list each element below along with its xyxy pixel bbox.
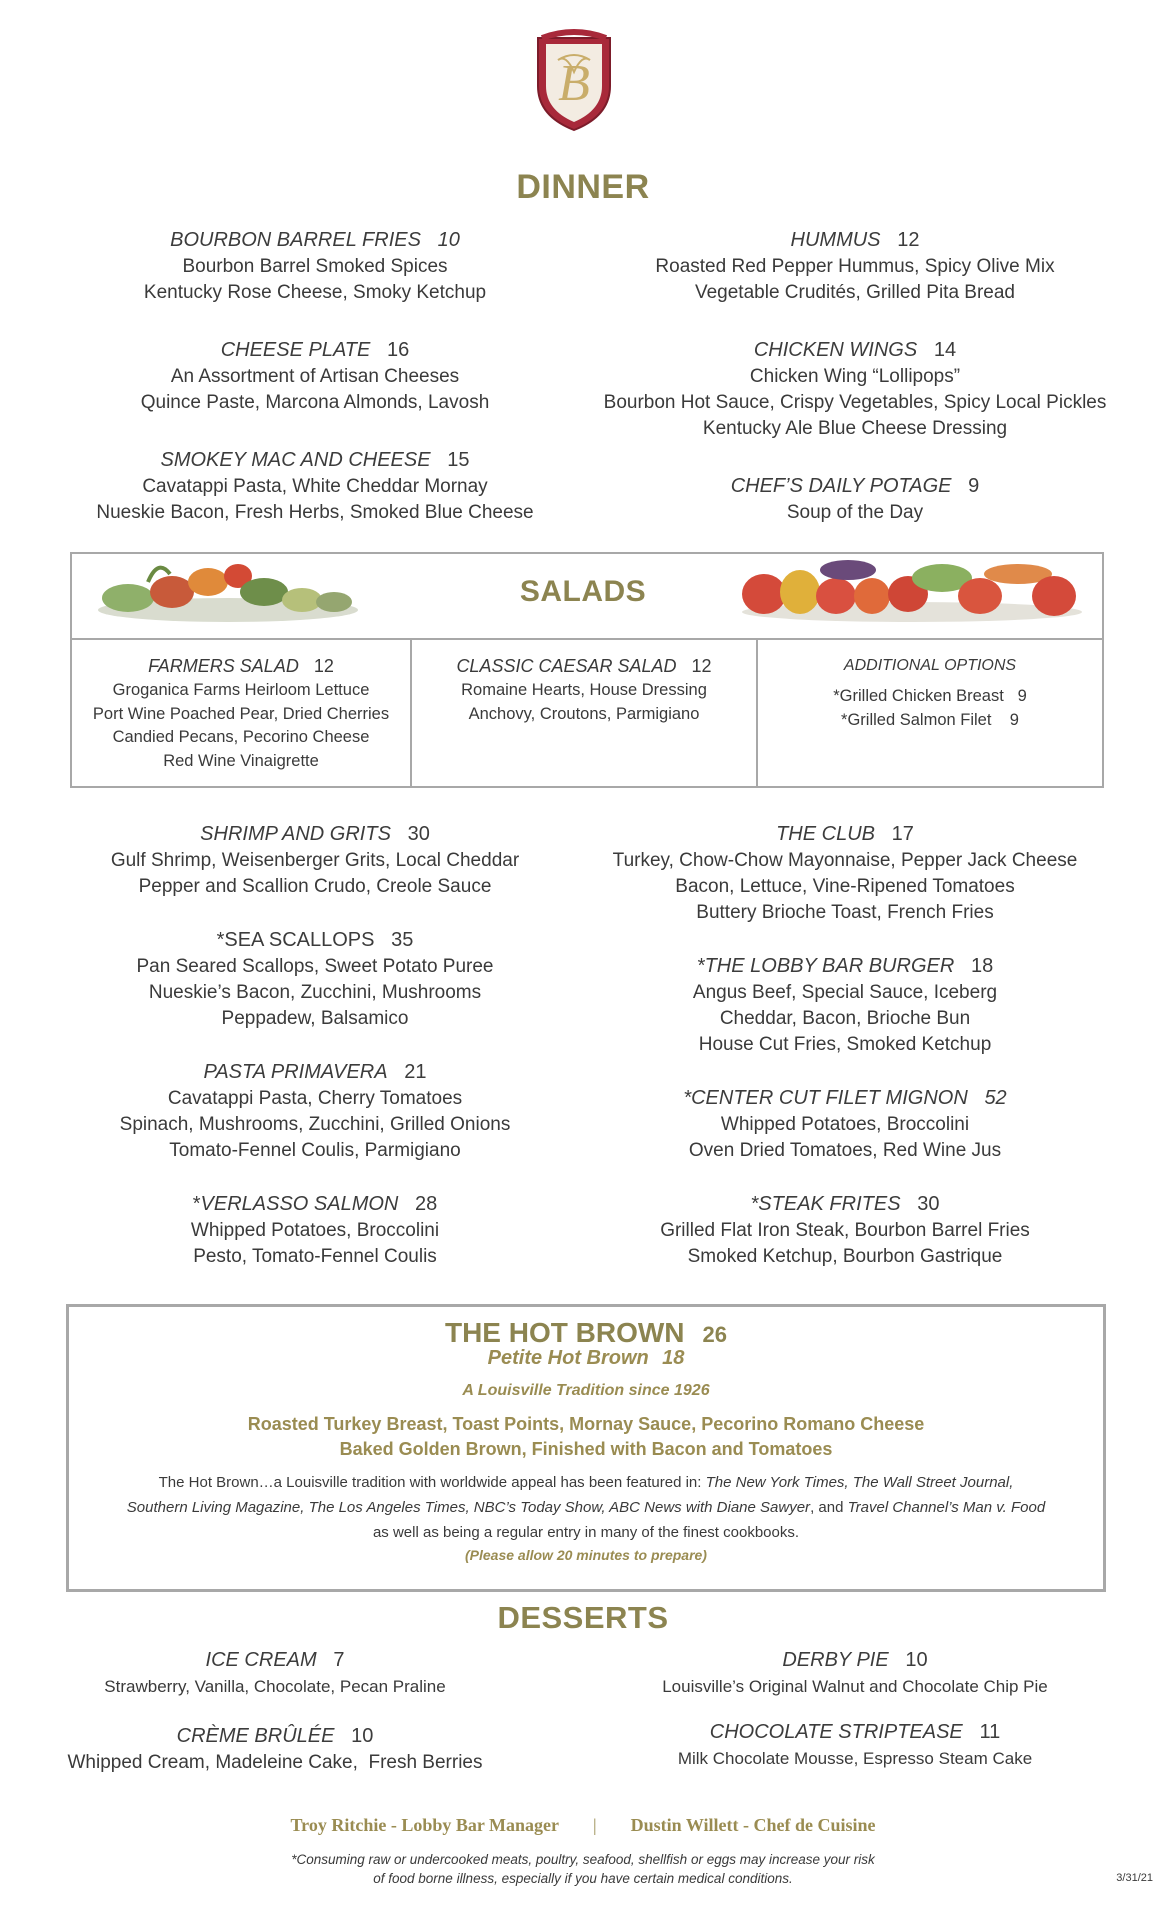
item-price: 15 [447, 449, 470, 471]
item-desc: Pesto, Tomato-Fennel Coulis [193, 1246, 437, 1267]
hot-brown-title: THE HOT BROWN [444, 1317, 685, 1348]
menu-item [60, 926, 570, 1032]
item-desc: Vegetable Crudités, Grilled Pita Bread [694, 282, 1015, 303]
item-desc: Bourbon Hot Sauce, Crispy Vegetables, Spicy Local Pickles [603, 392, 1107, 413]
hot-brown-desc: Baked Golden Brown, Finished with Bacon and Tomatoes [339, 1439, 833, 1459]
item-price: 30 [917, 1193, 940, 1215]
hot-brown-price: 26 [702, 1322, 727, 1347]
note-text: The Hot Brown…a Louisville tradition with worldwide appeal has been featured in: [158, 1474, 706, 1491]
item-name: VERLASSO SALMON [200, 1193, 399, 1215]
item-desc: Groganica Farms Heirloom Lettuce [112, 681, 370, 699]
menu-item [60, 226, 570, 306]
menu-item [600, 226, 1110, 306]
item-price: 17 [891, 823, 914, 845]
item-name: ICE CREAM [205, 1649, 317, 1671]
menu-date: 3/31/21 [1116, 1872, 1153, 1884]
note-text: Travel Channel’s Man v. Food [847, 1499, 1046, 1516]
item-name: THE CLUB [776, 823, 875, 845]
item-name: ADDITIONAL OPTIONS [843, 657, 1017, 674]
item-price: 12 [897, 229, 920, 251]
item-desc: Turkey, Chow-Chow Mayonnaise, Pepper Jack Cheese [612, 850, 1078, 871]
item-desc: Tomato-Fennel Coulis, Parmigiano [169, 1140, 461, 1161]
item-name: CHEF’S DAILY POTAGE [730, 475, 952, 497]
item-name: *CENTER CUT FILET MIGNON [683, 1087, 968, 1109]
item-desc: Romaine Hearts, House Dressing [461, 681, 707, 699]
item-desc: Red Wine Vinaigrette [163, 751, 319, 770]
entrees-right-column [590, 820, 1100, 1270]
menu-item [590, 1084, 1100, 1164]
item-desc: Kentucky Rose Cheese, Smoky Ketchup [143, 282, 487, 303]
item-desc: Port Wine Poached Pear, Dried Cherries [92, 704, 390, 723]
item-price: 30 [407, 823, 430, 845]
item-desc: Pan Seared Scallops, Sweet Potato Puree [136, 956, 494, 977]
health-disclaimer [0, 1850, 1166, 1888]
note-text: Southern Living Magazine, The Los Angeles Times, NBC’s Today Show, ABC News with Diane Sawyer [126, 1499, 811, 1516]
note-text: , and [810, 1499, 848, 1516]
item-price: 52 [984, 1087, 1007, 1109]
menu-item [60, 820, 570, 900]
item-name: BOURBON BARREL FRIES [170, 229, 421, 251]
item-price: 9 [968, 475, 980, 497]
item-name: CLASSIC CAESAR SALAD [456, 656, 677, 676]
item-price: 21 [404, 1061, 427, 1083]
menu-item [60, 1190, 570, 1270]
item-price: 28 [415, 1193, 438, 1215]
credit-separator: | [593, 1815, 597, 1835]
menu-item [620, 1646, 1090, 1700]
item-name: CRÈME BRÛLÉE [176, 1725, 335, 1747]
hot-brown-box [66, 1304, 1106, 1592]
item-desc: Cheddar, Bacon, Brioche Bun [719, 1008, 971, 1029]
salad-caesar [412, 640, 756, 799]
item-desc: Buttery Brioche Toast, French Fries [696, 902, 994, 923]
manager-credit: Troy Ritchie - Lobby Bar Manager [290, 1815, 560, 1835]
item-name: *THE LOBBY BAR BURGER [696, 955, 955, 977]
menu-item [590, 1190, 1100, 1270]
item-price: 10 [351, 1725, 374, 1747]
item-price: 10 [437, 229, 460, 251]
disclaimer-line: *Consuming raw or undercooked meats, poultry, seafood, shellfish or eggs may increase your risk [291, 1852, 875, 1867]
petite-hot-brown-price: 18 [662, 1347, 685, 1369]
item-name: CHOCOLATE STRIPTEASE [709, 1721, 963, 1743]
item-name: CHICKEN WINGS [753, 339, 918, 361]
item-desc: Nueskie’s Bacon, Zucchini, Mushrooms [148, 982, 482, 1003]
item-desc: An Assortment of Artisan Cheeses [170, 366, 460, 387]
desserts-right-column [620, 1646, 1090, 1772]
dinner-left-column [60, 226, 570, 526]
item-desc: Cavatappi Pasta, White Cheddar Mornay [142, 476, 488, 497]
entrees-left-column [60, 820, 570, 1270]
salad-additional-options [758, 640, 1102, 799]
item-name: *SEA SCALLOPS [216, 929, 375, 951]
item-desc: Quince Paste, Marcona Almonds, Lavosh [140, 392, 490, 413]
item-desc: Spinach, Mushrooms, Zucchini, Grilled Onions [119, 1114, 511, 1135]
item-desc: Whipped Potatoes, Broccolini [190, 1220, 440, 1241]
item-desc: Louisville’s Original Walnut and Chocolate Chip Pie [662, 1677, 1048, 1696]
item-price: 35 [391, 929, 414, 951]
item-desc: House Cut Fries, Smoked Ketchup [698, 1034, 992, 1055]
item-desc: Angus Beef, Special Sauce, Iceberg [692, 982, 998, 1003]
hot-brown-tradition: A Louisville Tradition since 1926 [462, 1382, 710, 1399]
note-text: The New York Times, The Wall Street Journal, [705, 1474, 1014, 1491]
item-name: DERBY PIE [782, 1649, 889, 1671]
item-price: 12 [691, 656, 712, 676]
item-desc: Cavatappi Pasta, Cherry Tomatoes [167, 1088, 463, 1109]
hot-brown-note [69, 1470, 1103, 1495]
salad-farmers [72, 640, 410, 799]
disclaimer-line: of food borne illness, especially if you have certain medical conditions. [373, 1871, 793, 1886]
chef-credit: Dustin Willett - Chef de Cuisine [630, 1815, 876, 1835]
staff-credits [0, 1815, 1166, 1836]
item-desc: Nueskie Bacon, Fresh Herbs, Smoked Blue Cheese [96, 502, 534, 523]
dinner-title: DINNER [516, 168, 650, 206]
item-name: HUMMUS [790, 229, 881, 251]
item-desc: Peppadew, Balsamico [221, 1008, 409, 1029]
item-price: 10 [905, 1649, 928, 1671]
menu-item [590, 952, 1100, 1058]
item-desc: Smoked Ketchup, Bourbon Gastrique [687, 1246, 1003, 1267]
item-desc: Roasted Red Pepper Hummus, Spicy Olive Mix [655, 256, 1055, 277]
item-desc: Gulf Shrimp, Weisenberger Grits, Local Cheddar [110, 850, 520, 871]
item-name: SMOKEY MAC AND CHEESE [160, 449, 431, 471]
menu-item [620, 1718, 1090, 1772]
hot-brown-note [69, 1495, 1103, 1520]
item-name: SHRIMP AND GRITS [200, 823, 391, 845]
dinner-right-column [600, 226, 1110, 526]
item-desc: *Grilled Salmon Filet 9 [841, 710, 1019, 729]
item-desc: Oven Dried Tomatoes, Red Wine Jus [688, 1140, 1002, 1161]
desserts-left-column [60, 1646, 490, 1776]
desserts-title: DESSERTS [497, 1600, 669, 1635]
item-desc: Kentucky Ale Blue Cheese Dressing [702, 418, 1008, 439]
item-price: 14 [933, 339, 957, 361]
menu-item [590, 820, 1100, 926]
item-desc: Anchovy, Croutons, Parmigiano [468, 704, 700, 723]
item-desc: Chicken Wing “Lollipops” [749, 366, 961, 387]
item-price: 16 [387, 339, 410, 361]
item-prefix: * [192, 1193, 201, 1215]
svg-text:B: B [558, 55, 590, 112]
hot-brown-desc: Roasted Turkey Breast, Toast Points, Mornay Sauce, Pecorino Romano Cheese [247, 1414, 925, 1434]
menu-item [60, 1722, 490, 1776]
menu-item [60, 1646, 490, 1700]
item-desc: *Grilled Chicken Breast 9 [833, 687, 1027, 705]
item-desc: Strawberry, Vanilla, Chocolate, Pecan Praline [104, 1677, 446, 1696]
item-desc: Bacon, Lettuce, Vine-Ripened Tomatoes [675, 876, 1015, 897]
hot-brown-prep-note: (Please allow 20 minutes to prepare) [465, 1547, 707, 1563]
menu-item [60, 1058, 570, 1164]
item-name: FARMERS SALAD [148, 656, 299, 676]
item-desc: Bourbon Barrel Smoked Spices [182, 256, 448, 277]
item-desc: Milk Chocolate Mousse, Espresso Steam Cake [677, 1749, 1033, 1768]
item-desc: Whipped Potatoes, Broccolini [720, 1114, 970, 1135]
menu-item [60, 336, 570, 416]
item-name: PASTA PRIMAVERA [203, 1061, 388, 1083]
item-desc: Pepper and Scallion Crudo, Creole Sauce [138, 876, 492, 897]
item-name: *STEAK FRITES [750, 1193, 901, 1215]
item-desc: Soup of the Day [786, 502, 924, 523]
item-name: CHEESE PLATE [220, 339, 371, 361]
item-desc: Candied Pecans, Pecorino Cheese [112, 728, 370, 746]
hot-brown-note: as well as being a regular entry in many of the finest cookbooks. [372, 1524, 800, 1541]
salads-title: SALADS [519, 575, 647, 608]
item-price: 18 [970, 955, 994, 977]
menu-item [60, 446, 570, 526]
item-desc: Whipped Cream, Madeleine Cake, Fresh Berries [67, 1752, 483, 1773]
crest-logo [532, 24, 616, 134]
item-desc: Grilled Flat Iron Steak, Bourbon Barrel Fries [660, 1220, 1030, 1241]
menu-item [600, 472, 1110, 526]
petite-hot-brown: Petite Hot Brown [487, 1347, 649, 1369]
item-price: 12 [313, 656, 334, 676]
item-price: 7 [333, 1649, 345, 1671]
menu-item [600, 336, 1110, 442]
item-price: 11 [979, 1721, 1001, 1743]
